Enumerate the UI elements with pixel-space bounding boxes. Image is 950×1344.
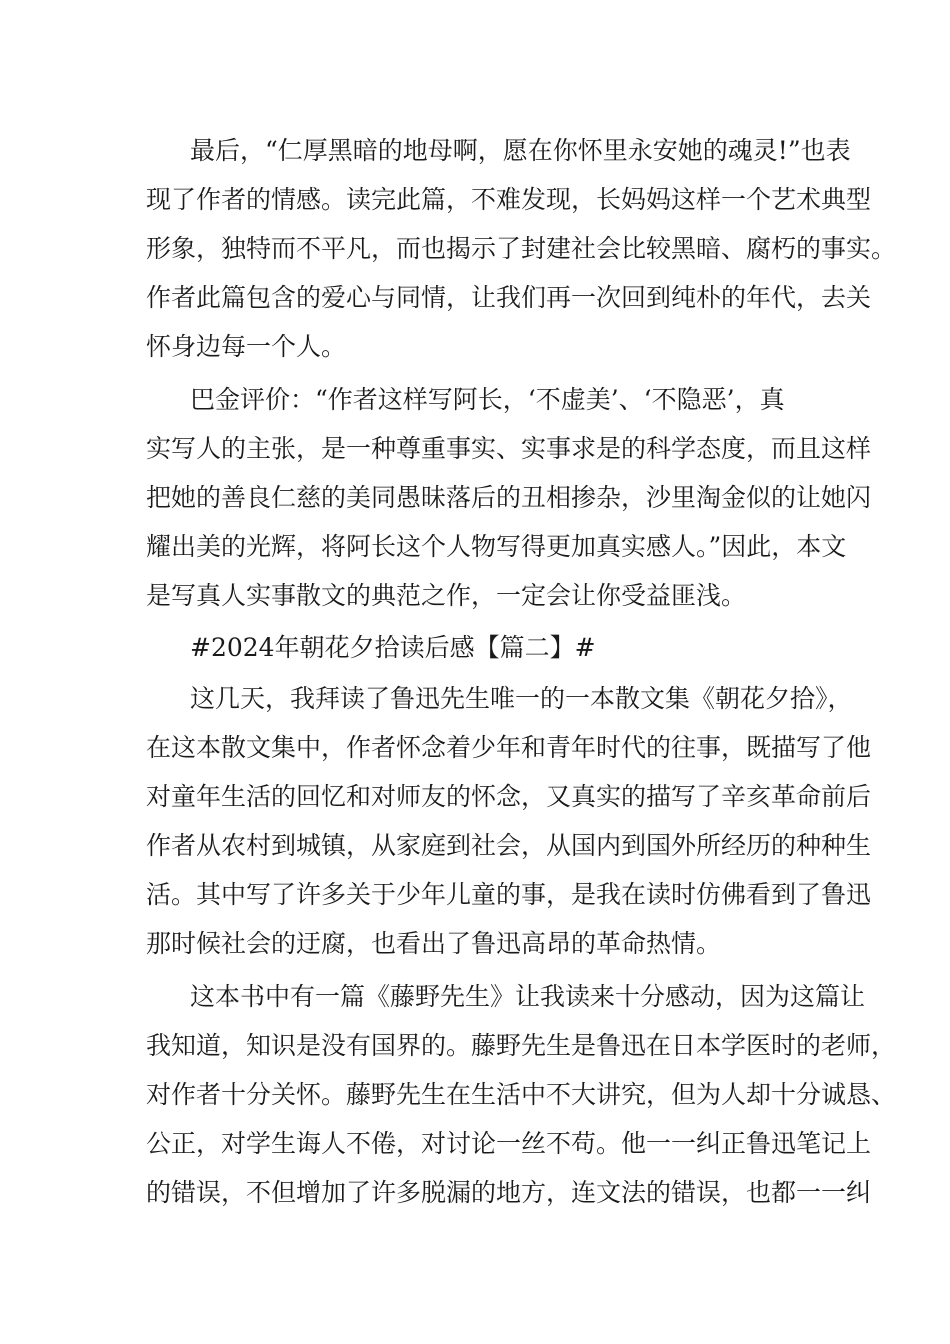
text-line: 把她的善良仁慈的美同愚昧落后的丑相掺杂，沙里淘金似的让她闪 <box>146 483 872 512</box>
text-line: 那时候社会的迂腐，也看出了鲁迅高昂的革命热情。 <box>146 929 722 958</box>
text-line: 现了作者的情感。读完此篇，不难发现，长妈妈这样一个艺术典型 <box>146 185 872 214</box>
section-heading: #2024年朝花夕拾读后感【篇二】# <box>190 633 596 662</box>
text-line: 作者此篇包含的爱心与同情，让我们再一次回到纯朴的年代，去关 <box>146 283 872 312</box>
text-line: 活。其中写了许多关于少年儿童的事，是我在读时仿佛看到了鲁迅 <box>146 880 872 909</box>
text-line: 这几天，我拜读了鲁迅先生唯一的一本散文集《朝花夕拾》， <box>190 684 853 713</box>
text-line: 是写真人实事散文的典范之作，一定会让你受益匪浅。 <box>146 581 747 610</box>
text-line: 对童年生活的回忆和对师友的怀念，又真实的描写了辛亥革命前后 <box>146 782 872 811</box>
text-line: 在这本散文集中，作者怀念着少年和青年时代的往事，既描写了他 <box>146 733 872 762</box>
text-line: 这本书中有一篇《藤野先生》让我读来十分感动，因为这篇让 <box>190 982 866 1011</box>
text-line: 我知道，知识是没有国界的。藤野先生是鲁迅在日本学医时的老师， <box>146 1031 897 1060</box>
text-line: 实写人的主张，是一种尊重事实、实事求是的科学态度，而且这样 <box>146 434 872 463</box>
text-line: 巴金评价：“作者这样写阿长，‘不虚美’、‘不隐恶’，真 <box>190 385 785 414</box>
text-line: 耀出美的光辉，将阿长这个人物写得更加真实感人。”因此，本文 <box>146 532 847 561</box>
text-line: 公正，对学生诲人不倦，对讨论一丝不苟。他一一纠正鲁迅笔记上 <box>146 1129 872 1158</box>
text-line: 怀身边每一个人。 <box>146 332 347 361</box>
text-line: 作者从农村到城镇，从家庭到社会，从国内到国外所经历的种种生 <box>146 831 872 860</box>
text-line: 形象，独特而不平凡，而也揭示了封建社会比较黑暗、腐朽的事实。 <box>146 234 897 263</box>
text-line: 最后，“仁厚黑暗的地母啊，愿在你怀里永安她的魂灵!”也表 <box>190 136 851 165</box>
text-line: 对作者十分关怀。藤野先生在生活中不大讲究，但为人却十分诚恳、 <box>146 1080 897 1109</box>
text-line: 的错误，不但增加了许多脱漏的地方，连文法的错误，也都一一纠 <box>146 1178 872 1207</box>
